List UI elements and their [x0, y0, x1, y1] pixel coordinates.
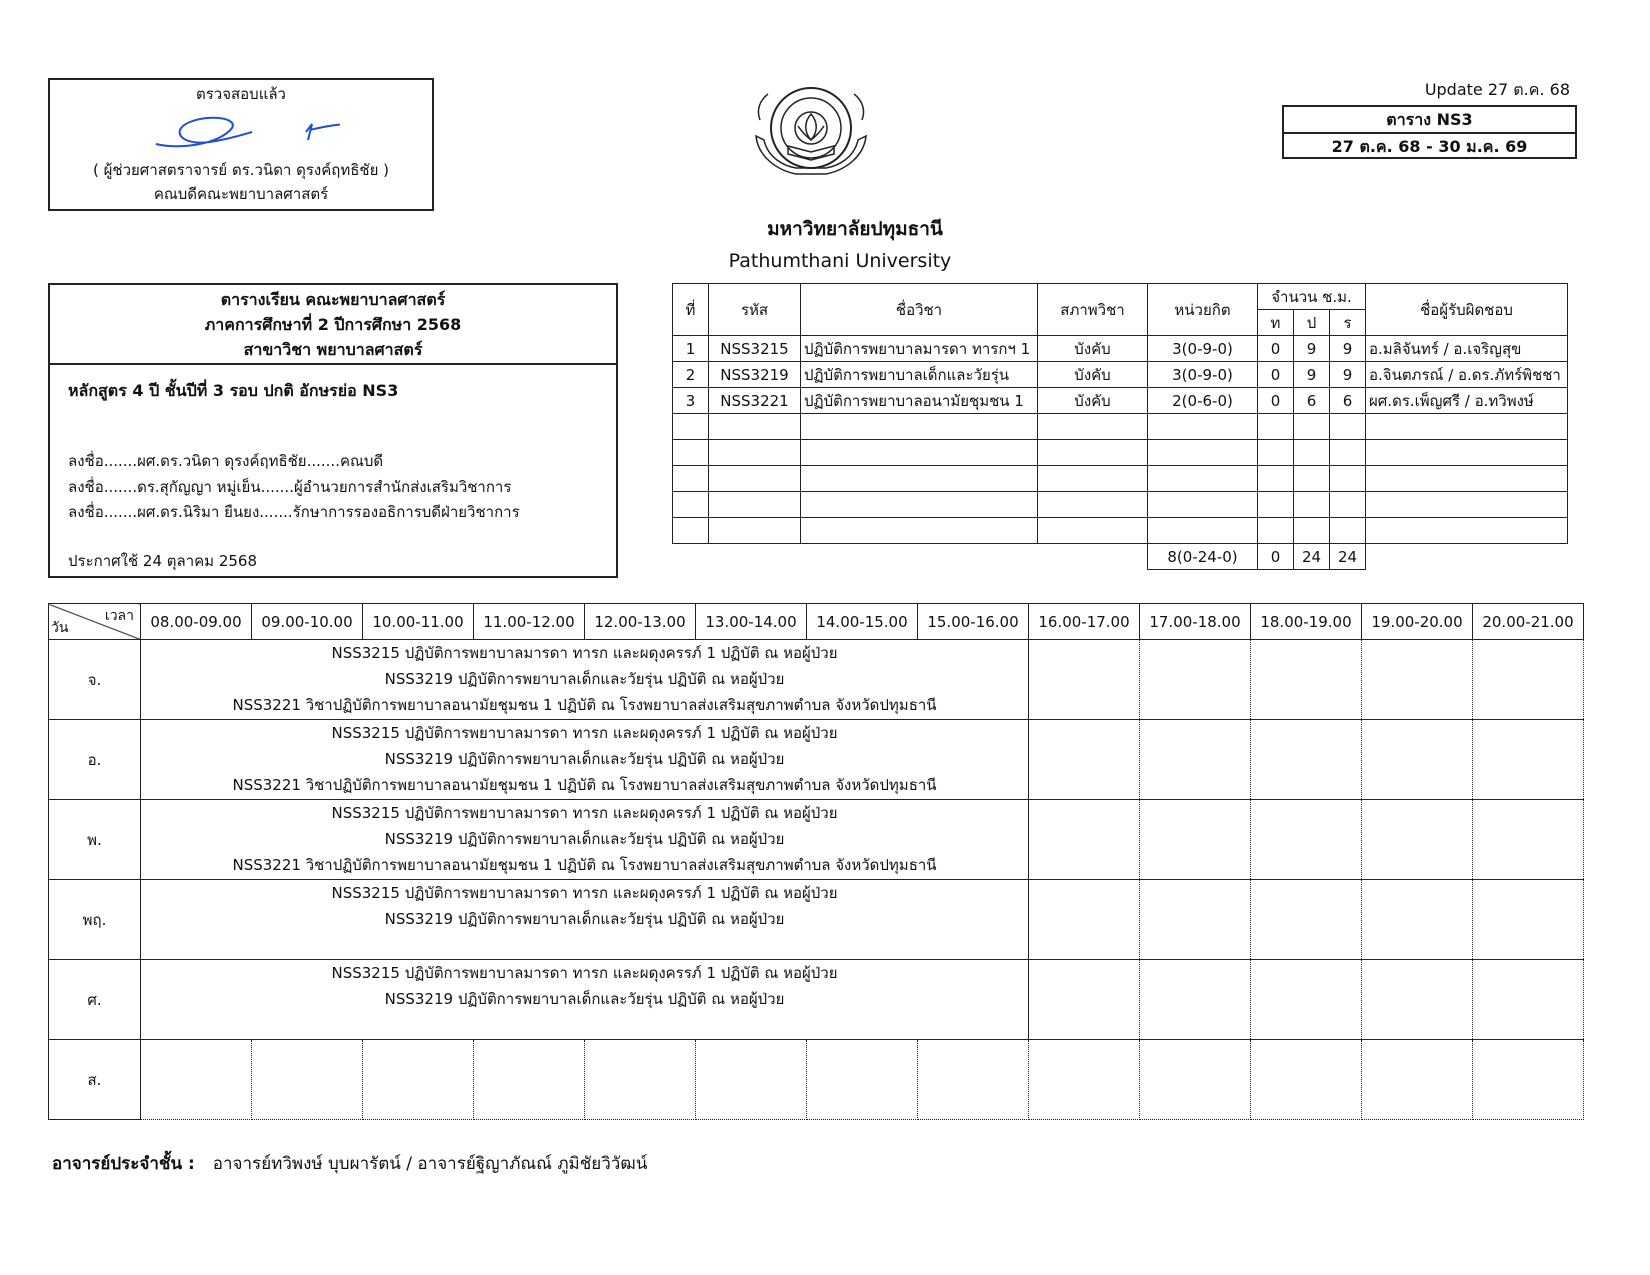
empty-slot: [1140, 1040, 1251, 1120]
empty-slot: [1029, 640, 1140, 720]
course-cell-empty: [1366, 492, 1568, 518]
course-cell-owner: อ.จินตภรณ์ / อ.ดร.ภัทร์พิชชา: [1366, 362, 1568, 388]
day-row: [49, 1040, 1584, 1120]
day-row: [49, 800, 1584, 880]
empty-slot: [1362, 640, 1473, 720]
empty-slot: [1251, 720, 1362, 800]
empty-slot: [1251, 960, 1362, 1040]
signature-line-2: ลงชื่อ.......ดร.สุกัญญา หมู่เย็น.......ผู้อำนวยการสำนักส่งเสริมวิชาการ: [68, 478, 512, 496]
course-cell-empty: [1294, 414, 1330, 440]
course-cell-empty: [709, 466, 801, 492]
empty-slot: [696, 1040, 807, 1120]
advisor-names: อาจารย์ทวิพงษ์ บุบผารัตน์ / อาจารย์ฐิญาภัณณ์ ภูมิชัยวิวัฒน์: [212, 1154, 648, 1174]
header-type: สภาพวิชา: [1038, 284, 1148, 336]
empty-slot: [1362, 880, 1473, 960]
day-row: [49, 720, 1584, 800]
course-cell-name: ปฏิบัติการพยาบาลเด็กและวัยรุ่น: [801, 362, 1038, 388]
class-entry: NSS3215 ปฏิบัติการพยาบาลมารดา ทารก และผดุงครรภ์ 1 ปฏิบัติ ณ หอผู้ป่วย: [331, 724, 838, 742]
empty-slot: [1029, 880, 1140, 960]
course-cell-no: 2: [673, 362, 709, 388]
course-cell-empty: [1294, 518, 1330, 544]
empty-slot: [1473, 800, 1584, 880]
corner-time-label: เวลา: [104, 608, 134, 624]
course-cell-empty: [1294, 440, 1330, 466]
header-no: ที่: [673, 284, 709, 336]
day-label: จ.: [49, 640, 141, 720]
course-cell-empty: [1330, 492, 1366, 518]
class-entry: NSS3215 ปฏิบัติการพยาบาลมารดา ทารก และผดุงครรภ์ 1 ปฏิบัติ ณ หอผู้ป่วย: [331, 804, 838, 822]
course-cell-empty: [1366, 440, 1568, 466]
approval-box: [48, 78, 434, 211]
course-cell-code: NSS3215: [709, 336, 801, 362]
course-cell-empty: [1038, 492, 1148, 518]
table-code-box: [1282, 105, 1577, 159]
course-total-t: 0: [1258, 544, 1294, 570]
time-slot-header: 19.00-20.00: [1362, 604, 1473, 640]
empty-slot: [1140, 880, 1251, 960]
weekly-schedule-table: [48, 603, 1584, 1120]
course-total-credit: 8(0-24-0): [1148, 544, 1258, 570]
course-cell-owner: ผศ.ดร.เพ็ญศรี / อ.ทวิพงษ์: [1366, 388, 1568, 414]
day-label: ส.: [49, 1040, 141, 1120]
time-slot-header: 10.00-11.00: [363, 604, 474, 640]
university-logo-icon: [746, 80, 876, 190]
course-cell-empty: [1330, 518, 1366, 544]
course-cell-p: 6: [1294, 388, 1330, 414]
course-cell-empty: [801, 440, 1038, 466]
course-cell-empty: [673, 518, 709, 544]
class-entry: NSS3215 ปฏิบัติการพยาบาลมารดา ทารก และผดุงครรภ์ 1 ปฏิบัติ ณ หอผู้ป่วย: [331, 644, 838, 662]
header-owner: ชื่อผู้รับผิดชอบ: [1366, 284, 1568, 336]
course-total-s: 24: [1330, 544, 1366, 570]
empty-slot: [1029, 720, 1140, 800]
course-cell-name: ปฏิบัติการพยาบาลอนามัยชุมชน 1: [801, 388, 1038, 414]
empty-slot: [252, 1040, 363, 1120]
time-slot-header: 18.00-19.00: [1251, 604, 1362, 640]
info-title-line-2: ภาคการศึกษาที่ 2 ปีการศึกษา 2568: [204, 315, 462, 334]
empty-slot: [1140, 800, 1251, 880]
empty-slot: [1251, 800, 1362, 880]
course-row-empty: [673, 492, 1568, 518]
approver-name: ( ผู้ช่วยศาสตราจารย์ ดร.วนิดา ดุรงค์ฤทธิชัย ): [93, 161, 389, 179]
signature-line-1: ลงชื่อ.......ผศ.ดร.วนิดา ดุรงค์ฤทธิชัย.......คณบดี: [68, 452, 384, 470]
course-cell-empty: [1258, 492, 1294, 518]
class-entry: [141, 1012, 1028, 1038]
course-cell-empty: [1330, 414, 1366, 440]
course-cell-credit: 3(0-9-0): [1148, 336, 1258, 362]
empty-slot: [1473, 720, 1584, 800]
course-cell-empty: [1366, 466, 1568, 492]
empty-slot: [1251, 880, 1362, 960]
class-block: [141, 640, 1029, 720]
advisor-label: อาจารย์ประจำชั้น :: [52, 1154, 195, 1174]
time-slot-header: 15.00-16.00: [918, 604, 1029, 640]
course-table: [672, 283, 1568, 570]
course-cell-empty: [1330, 440, 1366, 466]
course-cell-empty: [1366, 414, 1568, 440]
course-cell-t: 0: [1258, 362, 1294, 388]
course-cell-empty: [673, 440, 709, 466]
empty-slot: [1251, 1040, 1362, 1120]
course-row: [673, 336, 1568, 362]
table-code: ตาราง NS3: [1284, 107, 1575, 134]
course-cell-p: 9: [1294, 362, 1330, 388]
empty-slot: [1473, 960, 1584, 1040]
course-cell-empty: [709, 518, 801, 544]
empty-slot: [1473, 880, 1584, 960]
course-cell-empty: [673, 492, 709, 518]
course-cell-empty: [801, 466, 1038, 492]
empty-slot: [1362, 720, 1473, 800]
course-cell-empty: [709, 440, 801, 466]
class-entry: NSS3219 ปฏิบัติการพยาบาลเด็กและวัยรุ่น ปฏิบัติ ณ หอผู้ป่วย: [384, 670, 785, 688]
empty-slot: [918, 1040, 1029, 1120]
update-label: Update 27 ต.ค. 68: [1424, 80, 1570, 99]
class-entry: NSS3221 วิชาปฏิบัติการพยาบาลอนามัยชุมชน 1 ปฏิบัติ ณ โรงพยาบาลส่งเสริมสุขภาพตำบล จังหวัดปทุมธานี: [232, 856, 937, 874]
time-slot-header: 20.00-21.00: [1473, 604, 1584, 640]
empty-slot: [1251, 640, 1362, 720]
announce-date: ประกาศใช้ 24 ตุลาคม 2568: [68, 552, 258, 570]
empty-slot: [1362, 800, 1473, 880]
time-slot-header: 17.00-18.00: [1140, 604, 1251, 640]
day-row: [49, 960, 1584, 1040]
class-block: [141, 880, 1029, 960]
course-cell-t: 0: [1258, 388, 1294, 414]
course-cell-type: บังคับ: [1038, 362, 1148, 388]
header-hours: จำนวน ช.ม.: [1258, 284, 1366, 310]
day-label: พฤ.: [49, 880, 141, 960]
day-label: ศ.: [49, 960, 141, 1040]
empty-slot: [807, 1040, 918, 1120]
course-cell-empty: [1148, 492, 1258, 518]
time-slot-header: 16.00-17.00: [1029, 604, 1140, 640]
course-cell-empty: [673, 466, 709, 492]
course-cell-type: บังคับ: [1038, 388, 1148, 414]
time-slot-header: 08.00-09.00: [141, 604, 252, 640]
course-cell-empty: [1148, 518, 1258, 544]
class-entry: [141, 932, 1028, 958]
info-title: [50, 285, 616, 365]
time-slot-header: 11.00-12.00: [474, 604, 585, 640]
empty-slot: [1362, 1040, 1473, 1120]
class-block: [141, 720, 1029, 800]
course-cell-empty: [673, 414, 709, 440]
course-cell-p: 9: [1294, 336, 1330, 362]
course-cell-s: 6: [1330, 388, 1366, 414]
time-slot-header: 13.00-14.00: [696, 604, 807, 640]
course-cell-name: ปฏิบัติการพยาบาลมารดา ทารกฯ 1: [801, 336, 1038, 362]
course-cell-empty: [709, 492, 801, 518]
schedule-corner-cell: [49, 604, 141, 640]
day-row: [49, 640, 1584, 720]
class-entry: NSS3219 ปฏิบัติการพยาบาลเด็กและวัยรุ่น ปฏิบัติ ณ หอผู้ป่วย: [384, 990, 785, 1008]
course-cell-empty: [1294, 492, 1330, 518]
class-entry: NSS3221 วิชาปฏิบัติการพยาบาลอนามัยชุมชน 1 ปฏิบัติ ณ โรงพยาบาลส่งเสริมสุขภาพตำบล จังหวัดปทุมธานี: [232, 776, 937, 794]
course-cell-empty: [1258, 414, 1294, 440]
course-cell-empty: [1258, 518, 1294, 544]
empty-slot: [1029, 800, 1140, 880]
course-cell-type: บังคับ: [1038, 336, 1148, 362]
class-advisor: [52, 1150, 647, 1177]
empty-slot: [1029, 960, 1140, 1040]
course-cell-empty: [1038, 440, 1148, 466]
time-slot-header: 12.00-13.00: [585, 604, 696, 640]
course-row: [673, 362, 1568, 388]
course-total-p: 24: [1294, 544, 1330, 570]
course-cell-empty: [801, 492, 1038, 518]
time-slot-header: 09.00-10.00: [252, 604, 363, 640]
course-total-blank: [673, 544, 1148, 570]
course-cell-empty: [1366, 518, 1568, 544]
empty-slot: [1473, 1040, 1584, 1120]
course-cell-empty: [1038, 414, 1148, 440]
schedule-info-box: [48, 283, 618, 578]
empty-slot: [585, 1040, 696, 1120]
empty-slot: [1362, 960, 1473, 1040]
course-cell-no: 1: [673, 336, 709, 362]
course-cell-credit: 3(0-9-0): [1148, 362, 1258, 388]
university-name-th: มหาวิทยาลัยปทุมธานี: [767, 218, 943, 240]
header-code: รหัส: [709, 284, 801, 336]
date-range: 27 ต.ค. 68 - 30 ม.ค. 69: [1331, 137, 1528, 156]
course-cell-empty: [1148, 466, 1258, 492]
course-cell-empty: [1258, 466, 1294, 492]
course-cell-t: 0: [1258, 336, 1294, 362]
course-cell-empty: [1038, 518, 1148, 544]
class-entry: NSS3219 ปฏิบัติการพยาบาลเด็กและวัยรุ่น ปฏิบัติ ณ หอผู้ป่วย: [384, 830, 785, 848]
course-cell-code: NSS3221: [709, 388, 801, 414]
empty-slot: [1473, 640, 1584, 720]
course-row: [673, 388, 1568, 414]
university-name-en: Pathumthani University: [728, 250, 952, 272]
course-row-empty: [673, 440, 1568, 466]
course-cell-code: NSS3219: [709, 362, 801, 388]
class-entry: NSS3219 ปฏิบัติการพยาบาลเด็กและวัยรุ่น ปฏิบัติ ณ หอผู้ป่วย: [384, 750, 785, 768]
course-cell-empty: [1148, 414, 1258, 440]
empty-slot: [1140, 640, 1251, 720]
course-cell-empty: [1330, 466, 1366, 492]
empty-slot: [363, 1040, 474, 1120]
header-theory: ท: [1258, 310, 1294, 336]
approval-checked-label: ตรวจสอบแล้ว: [196, 85, 286, 103]
course-cell-no: 3: [673, 388, 709, 414]
course-row-empty: [673, 518, 1568, 544]
header-credit: หน่วยกิต: [1148, 284, 1258, 336]
info-title-line-1: ตารางเรียน คณะพยาบาลศาสตร์: [220, 290, 446, 309]
header-practice: ป: [1294, 310, 1330, 336]
course-cell-empty: [709, 414, 801, 440]
empty-slot: [141, 1040, 252, 1120]
class-entry: NSS3221 วิชาปฏิบัติการพยาบาลอนามัยชุมชน 1 ปฏิบัติ ณ โรงพยาบาลส่งเสริมสุขภาพตำบล จังหวัดปทุมธานี: [232, 696, 937, 714]
course-cell-credit: 2(0-6-0): [1148, 388, 1258, 414]
signature-image: [150, 114, 340, 154]
class-entry: NSS3215 ปฏิบัติการพยาบาลมารดา ทารก และผดุงครรภ์ 1 ปฏิบัติ ณ หอผู้ป่วย: [331, 964, 838, 982]
corner-day-label: วัน: [51, 620, 69, 636]
day-row: [49, 880, 1584, 960]
course-cell-owner: อ.มลิจันทร์ / อ.เจริญสุข: [1366, 336, 1568, 362]
header-total: ร: [1330, 310, 1366, 336]
course-cell-empty: [801, 414, 1038, 440]
course-cell-empty: [1294, 466, 1330, 492]
course-cell-empty: [1258, 440, 1294, 466]
class-block: [141, 800, 1029, 880]
program-line: หลักสูตร 4 ปี ชั้นปีที่ 3 รอบ ปกติ อักษรย่อ NS3: [68, 381, 399, 400]
course-cell-empty: [1038, 466, 1148, 492]
course-row-empty: [673, 466, 1568, 492]
course-row-empty: [673, 414, 1568, 440]
course-total-row: [673, 544, 1568, 570]
course-cell-empty: [1148, 440, 1258, 466]
info-title-line-3: สาขาวิชา พยาบาลศาสตร์: [243, 340, 423, 359]
day-label: พ.: [49, 800, 141, 880]
course-cell-empty: [801, 518, 1038, 544]
empty-slot: [1029, 1040, 1140, 1120]
signature-line-3: ลงชื่อ.......ผศ.ดร.นิริมา ยืนยง.......รักษาการรองอธิการบดีฝ่ายวิชาการ: [68, 503, 520, 521]
approver-position: คณบดีคณะพยาบาลศาสตร์: [153, 185, 329, 203]
course-cell-s: 9: [1330, 362, 1366, 388]
class-entry: NSS3219 ปฏิบัติการพยาบาลเด็กและวัยรุ่น ปฏิบัติ ณ หอผู้ป่วย: [384, 910, 785, 928]
empty-slot: [1140, 960, 1251, 1040]
header-name: ชื่อวิชา: [801, 284, 1038, 336]
class-entry: NSS3215 ปฏิบัติการพยาบาลมารดา ทารก และผดุงครรภ์ 1 ปฏิบัติ ณ หอผู้ป่วย: [331, 884, 838, 902]
time-slot-header: 14.00-15.00: [807, 604, 918, 640]
empty-slot: [474, 1040, 585, 1120]
class-block: [141, 960, 1029, 1040]
course-cell-s: 9: [1330, 336, 1366, 362]
empty-slot: [1140, 720, 1251, 800]
day-label: อ.: [49, 720, 141, 800]
